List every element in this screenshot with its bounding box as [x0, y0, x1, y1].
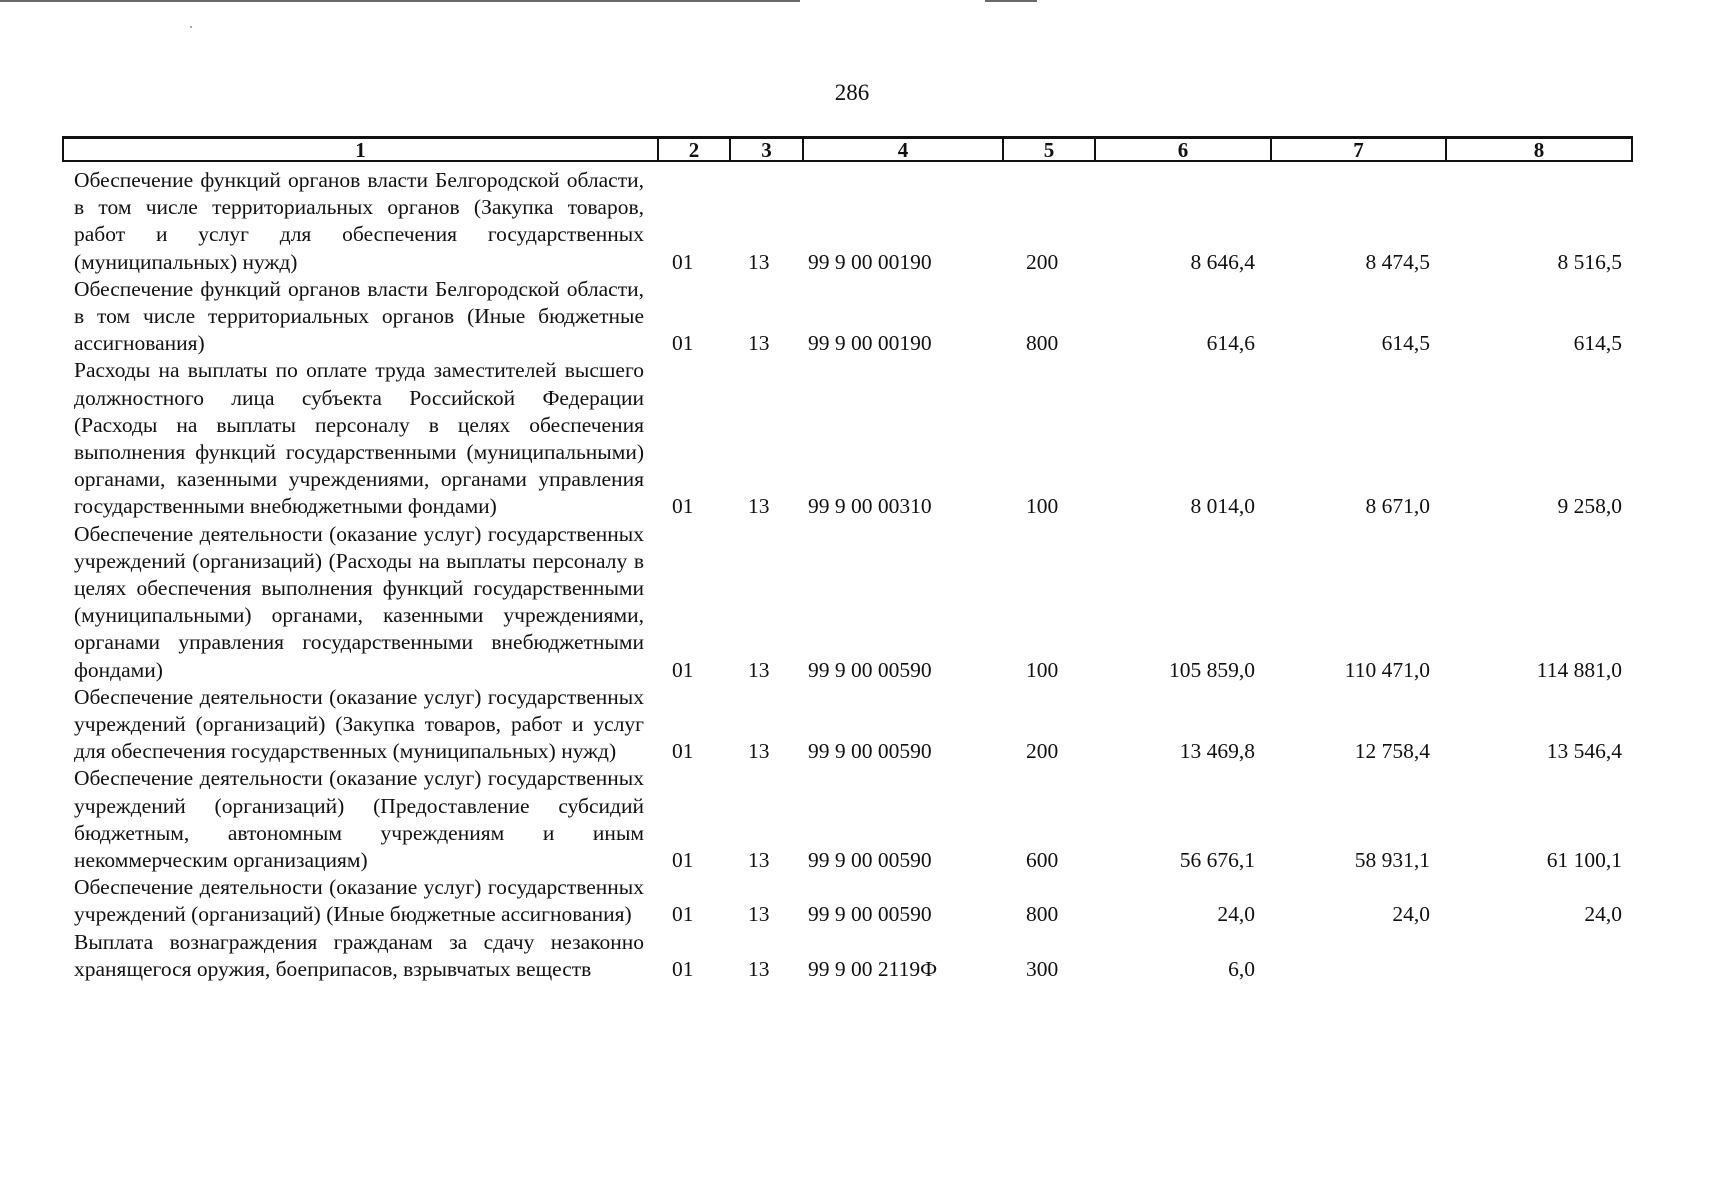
table-row: [0, 684, 1714, 766]
amount-col-6: 8 646,4: [1190, 249, 1255, 274]
amount-col-7: 8 671,0: [1365, 494, 1430, 519]
amount-col-8: 61 100,1: [1546, 848, 1622, 873]
table-header: [62, 136, 1633, 162]
amount-col-6: 614,6: [1206, 331, 1255, 356]
subsection-code: 13: [748, 494, 770, 519]
amount-col-6: 8 014,0: [1190, 494, 1255, 519]
amount-col-8: 13 546,4: [1546, 739, 1622, 764]
amount-col-7: 12 758,4: [1354, 739, 1430, 764]
expense-type-code: 200: [1026, 249, 1059, 274]
section-code: 01: [672, 494, 694, 519]
expense-type-code: 300: [1026, 956, 1059, 981]
amount-col-6: 24,0: [1217, 902, 1255, 927]
row-description: Обеспечение деятельности (оказание услуг) государственных учреждений (организаций) (Предоставление субсидий бюджетным, автономным учреждениям и иным некоммерческим организациям): [74, 766, 644, 873]
target-article-code: 99 9 00 00590: [808, 739, 932, 764]
subsection-code: 13: [748, 848, 770, 873]
table-row: [0, 874, 1714, 928]
table-body: [0, 167, 1714, 983]
amount-col-8: 114 881,0: [1536, 657, 1622, 682]
subsection-code: 13: [748, 956, 770, 981]
amount-col-6: 13 469,8: [1179, 739, 1255, 764]
amount-col-8: 8 516,5: [1557, 249, 1622, 274]
table-row: [0, 521, 1714, 684]
section-code: 01: [672, 739, 694, 764]
amount-col-8: 614,5: [1573, 331, 1622, 356]
table-row: [0, 167, 1714, 276]
page-number: 286: [834, 80, 870, 105]
expense-type-code: 800: [1026, 331, 1059, 356]
row-description: Расходы на выплаты по оплате труда заместителей высшего должностного лица субъекта Российской Федерации (Расходы на выплаты персоналу в целях обеспечения выполнения функций государственными (муниципальными) органами, казенными учреждениями, органами управления государственными внебюджетными фондами): [74, 358, 644, 519]
row-description: Обеспечение деятельности (оказание услуг) государственных учреждений (организаций) (Закупка товаров, работ и услуг для обеспечения государственных (муниципальных) нужд): [74, 684, 644, 764]
column-header-1: 1: [355, 138, 366, 162]
amount-col-7: 58 931,1: [1354, 848, 1430, 873]
section-code: 01: [672, 848, 694, 873]
target-article-code: 99 9 00 00590: [808, 902, 932, 927]
target-article-code: 99 9 00 2119Ф: [808, 956, 938, 981]
expense-type-code: 200: [1026, 739, 1059, 764]
section-code: 01: [672, 249, 694, 274]
amount-col-7: 8 474,5: [1365, 249, 1430, 274]
amount-col-6: 56 676,1: [1179, 848, 1255, 873]
section-code: 01: [672, 657, 694, 682]
subsection-code: 13: [748, 739, 770, 764]
amount-col-8: 9 258,0: [1557, 494, 1622, 519]
amount-col-6: 105 859,0: [1169, 657, 1255, 682]
subsection-code: 13: [748, 249, 770, 274]
amount-col-7: 110 471,0: [1344, 657, 1430, 682]
column-header-5: 5: [1002, 139, 1094, 160]
row-description: Обеспечение функций органов власти Белгородской области, в том числе территориальных органов (Иные бюджетные ассигнования): [74, 276, 644, 356]
table-row: [0, 276, 1714, 358]
scan-edge-line: [985, 0, 1037, 2]
amount-col-7: 24,0: [1392, 902, 1430, 927]
row-description: Выплата вознаграждения гражданам за сдачу незаконно хранящегося оружия, боеприпасов, взрывчатых веществ: [74, 929, 644, 981]
column-header-3: 3: [729, 139, 802, 160]
column-header-6: 6: [1094, 139, 1270, 160]
row-description: Обеспечение деятельности (оказание услуг) государственных учреждений (организаций) (Расходы на выплаты персоналу в целях обеспечения выполнения функций государственными (муниципальными) органами, казенными учреждениями, органами управления государственными внебюджетными фондами): [74, 521, 644, 682]
expense-type-code: 100: [1026, 657, 1059, 682]
expense-type-code: 100: [1026, 494, 1059, 519]
table-row: [0, 765, 1714, 874]
amount-col-6: 6,0: [1228, 956, 1255, 981]
section-code: 01: [672, 956, 694, 981]
amount-col-7: 614,5: [1381, 331, 1430, 356]
row-description: Обеспечение деятельности (оказание услуг) государственных учреждений (организаций) (Иные бюджетные ассигнования): [74, 875, 644, 927]
section-code: 01: [672, 902, 694, 927]
column-header-2: 2: [657, 139, 729, 160]
target-article-code: 99 9 00 00310: [808, 494, 932, 519]
expense-type-code: 800: [1026, 902, 1059, 927]
section-code: 01: [672, 331, 694, 356]
subsection-code: 13: [748, 331, 770, 356]
scan-speck: [190, 26, 192, 28]
row-description: Обеспечение функций органов власти Белгородской области, в том числе территориальных органов (Закупка товаров, работ и услуг для обеспечения государственных (муниципальных) нужд): [74, 168, 644, 274]
subsection-code: 13: [748, 657, 770, 682]
target-article-code: 99 9 00 00190: [808, 249, 932, 274]
amount-col-8: 24,0: [1584, 902, 1622, 927]
target-article-code: 99 9 00 00590: [808, 657, 932, 682]
expense-type-code: 600: [1026, 848, 1059, 873]
column-header-8: 8: [1445, 139, 1631, 160]
table-row: [0, 929, 1714, 983]
column-header-7: 7: [1270, 139, 1445, 160]
subsection-code: 13: [748, 902, 770, 927]
table-row: [0, 357, 1714, 520]
scan-edge-line: [0, 0, 800, 2]
target-article-code: 99 9 00 00590: [808, 848, 932, 873]
column-header-4: 4: [802, 139, 1002, 160]
target-article-code: 99 9 00 00190: [808, 331, 932, 356]
